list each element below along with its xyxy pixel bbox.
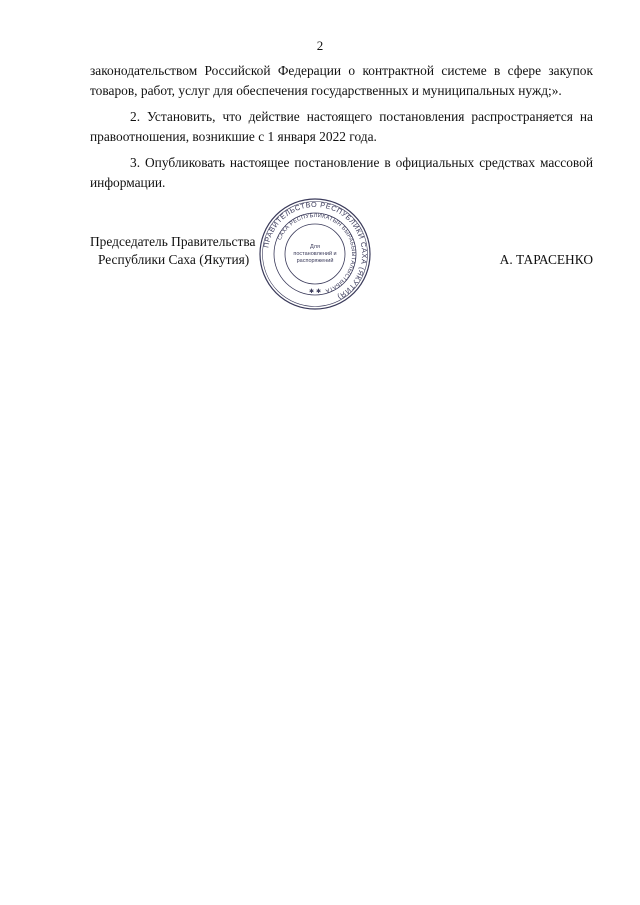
seal-center-line2: постановлений и (293, 251, 337, 257)
paragraph-publication: 3. Опубликовать настоящее постановление в официальных средствах массовой информации. (90, 155, 593, 190)
signatory-title (90, 233, 255, 269)
signatory-name: А. ТАРАСЕНКО (499, 252, 593, 267)
page-number: 2 (316, 38, 324, 53)
seal-outer-text: ПРАВИТЕЛЬСТВО РЕСПУБЛИКИ САХА (ЯКУТИЯ) (261, 199, 370, 302)
signatory-title-line2: Республики Саха (Якутия) (98, 252, 250, 267)
signatory-title-line1: Председатель Правительства (90, 234, 256, 249)
official-seal (258, 197, 372, 311)
seal-star-icon: ✱ ✱ (309, 288, 321, 295)
seal-center-line3: распоряжений (296, 258, 334, 264)
seal-center-line1: Для (310, 244, 320, 250)
document-body (90, 61, 593, 199)
seal-inner-text: САХА РЕСПУБЛИКАТЫН БЫРАБЫЫТАЛЫСТЫБАТА (276, 212, 357, 294)
paragraph-effective-date: 2. Установить, что действие настоящего постановления распространяется на правоотношения, возникшие с 1 января 2022 года. (90, 109, 593, 144)
paragraph-continuation: законодательством Российской Федерации о контрактной системе в сфере закупок товаров, работ, услуг для обеспечения государственных и муниципальных нужд;». (90, 63, 593, 98)
